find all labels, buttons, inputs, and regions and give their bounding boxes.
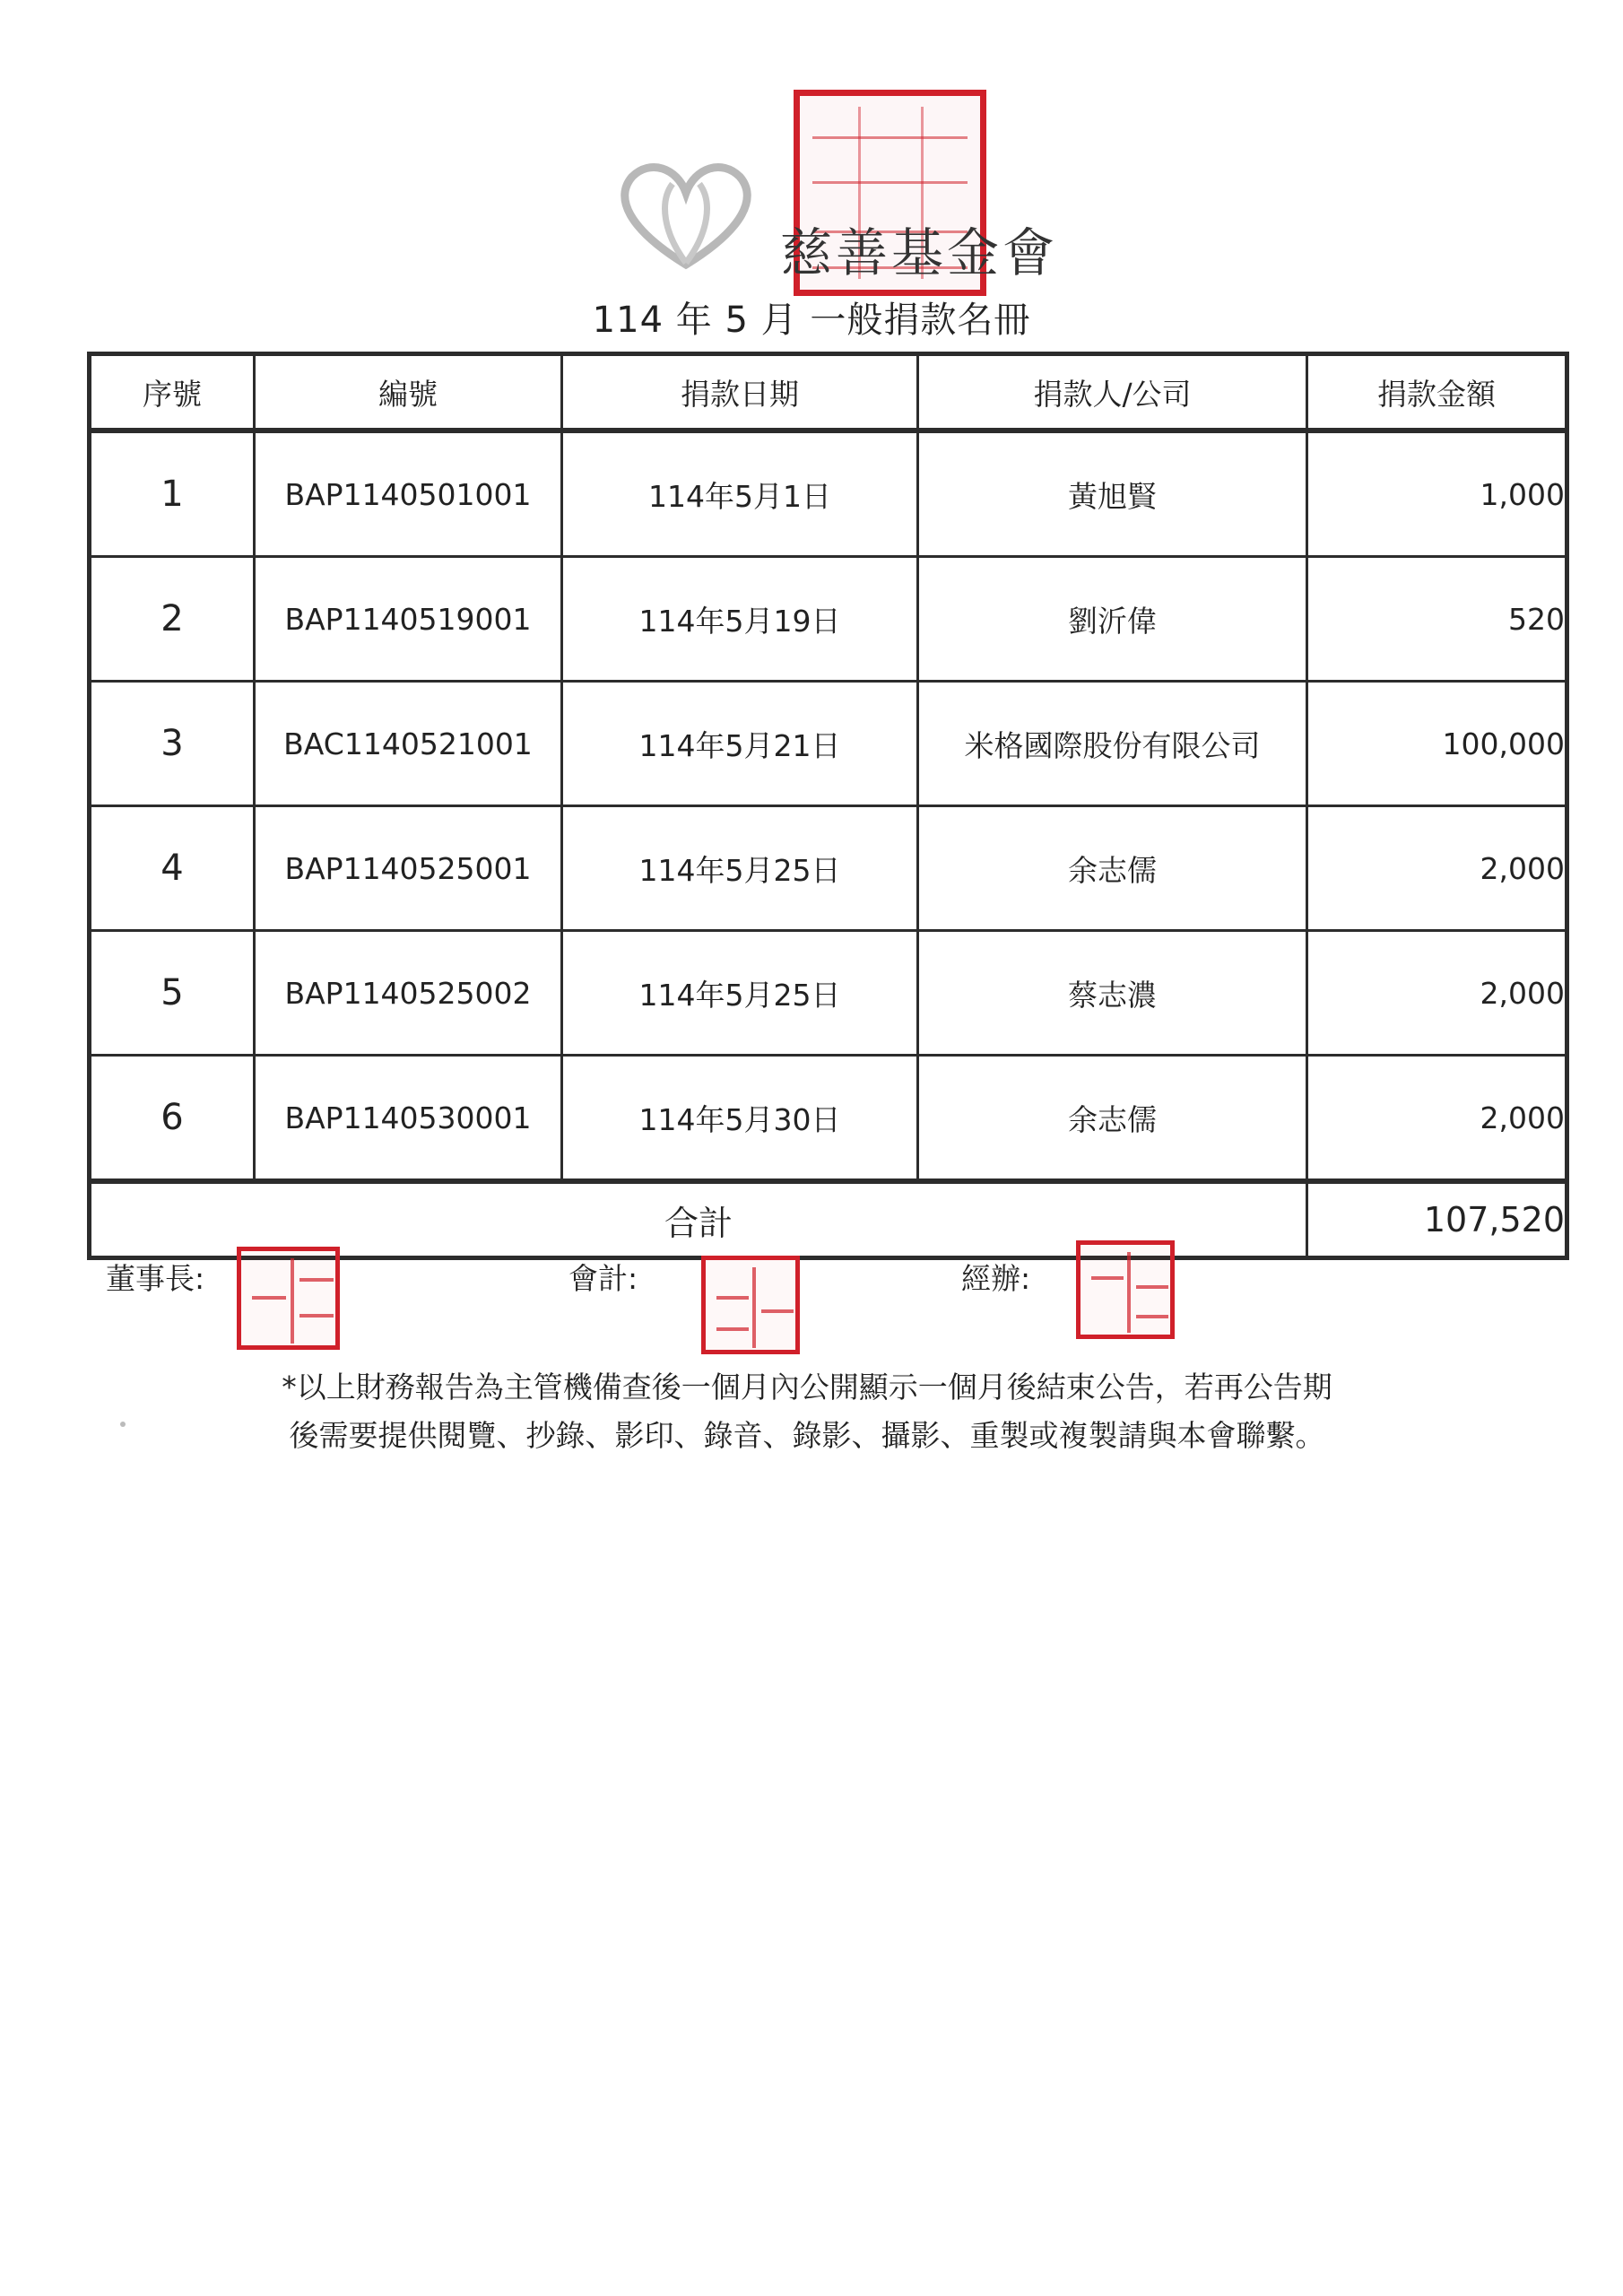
- cell-seq: 1: [90, 430, 255, 557]
- chairman-label: 董事長:: [106, 1261, 205, 1296]
- table-row: [90, 557, 1567, 682]
- cell-donor: 米格國際股份有限公司: [918, 682, 1307, 806]
- chairman-seal-icon: [237, 1247, 340, 1350]
- cell-seq: 4: [90, 806, 255, 931]
- cell-date: 114年5月30日: [562, 1056, 918, 1182]
- cell-donor: 余志儒: [918, 1056, 1307, 1182]
- page-title: 114 年 5 月 一般捐款名冊: [592, 300, 1031, 341]
- cell-amount: 1,000: [1307, 430, 1567, 557]
- total-label: 合計: [90, 1181, 1307, 1258]
- column-header-id: 編號: [255, 354, 562, 431]
- organization-name: 慈善基金會: [780, 222, 1059, 283]
- total-amount: 107,520: [1307, 1181, 1567, 1258]
- column-header-donor: 捐款人/公司: [918, 354, 1307, 431]
- cell-seq: 5: [90, 931, 255, 1056]
- cell-donor: 蔡志濃: [918, 931, 1307, 1056]
- scan-speck: [120, 1422, 126, 1427]
- cell-id: BAP1140519001: [255, 557, 562, 682]
- cell-id: BAP1140501001: [255, 430, 562, 557]
- column-header-seq: 序號: [90, 354, 255, 431]
- cell-donor: 黃旭賢: [918, 430, 1307, 557]
- table-header-row: [90, 354, 1567, 431]
- cell-donor: 余志儒: [918, 806, 1307, 931]
- cell-seq: 2: [90, 557, 255, 682]
- disclosure-note: [179, 1363, 1435, 1460]
- accountant-seal-icon: [701, 1256, 800, 1354]
- table-row: [90, 682, 1567, 806]
- table-row: [90, 806, 1567, 931]
- table-row: [90, 931, 1567, 1056]
- column-header-amount: 捐款金額: [1307, 354, 1567, 431]
- cell-amount: 2,000: [1307, 806, 1567, 931]
- cell-id: BAP1140525001: [255, 806, 562, 931]
- column-header-date: 捐款日期: [562, 354, 918, 431]
- cell-date: 114年5月25日: [562, 931, 918, 1056]
- cell-date: 114年5月21日: [562, 682, 918, 806]
- cell-date: 114年5月19日: [562, 557, 918, 682]
- cell-donor: 劉沂偉: [918, 557, 1307, 682]
- donation-table: [87, 352, 1569, 1260]
- accountant-label: 會計:: [568, 1261, 638, 1296]
- cell-amount: 100,000: [1307, 682, 1567, 806]
- disclosure-note-line-1: *以上財務報告為主管機備查後一個月內公開顯示一個月後結束公告，若再公告期: [282, 1370, 1332, 1405]
- cell-amount: 520: [1307, 557, 1567, 682]
- cell-date: 114年5月1日: [562, 430, 918, 557]
- disclosure-note-line-2: 後需要提供閱覽、抄錄、影印、錄音、錄影、攝影、重製或複製請與本會聯繫。: [289, 1418, 1325, 1453]
- cell-amount: 2,000: [1307, 1056, 1567, 1182]
- cell-id: BAP1140525002: [255, 931, 562, 1056]
- cell-id: BAC1140521001: [255, 682, 562, 806]
- handler-seal-icon: [1076, 1240, 1175, 1339]
- cell-seq: 6: [90, 1056, 255, 1182]
- cell-id: BAP1140530001: [255, 1056, 562, 1182]
- cell-seq: 3: [90, 682, 255, 806]
- table-row: [90, 430, 1567, 557]
- cell-amount: 2,000: [1307, 931, 1567, 1056]
- cell-date: 114年5月25日: [562, 806, 918, 931]
- handler-label: 經辦:: [961, 1261, 1031, 1296]
- heart-logo-icon: [610, 157, 762, 274]
- table-row: [90, 1056, 1567, 1182]
- document-header: [610, 85, 1076, 300]
